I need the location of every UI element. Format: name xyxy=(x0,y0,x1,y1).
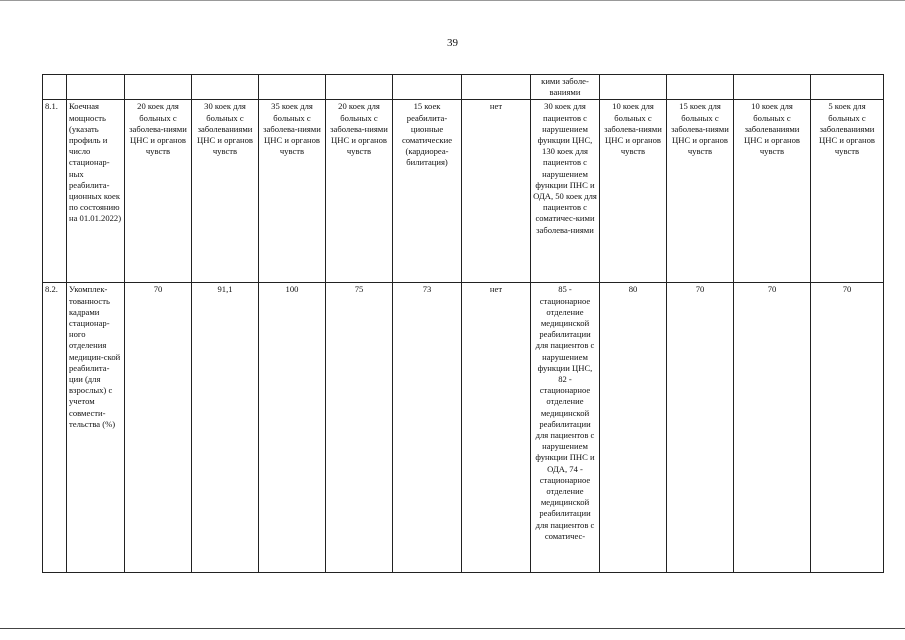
table-row xyxy=(43,75,884,100)
row-name: Коечная мощность (указать профиль и число стационар-ных реабилита-ционных коек по состоянию на 01.01.2022) xyxy=(67,100,125,283)
table-cell: нет xyxy=(462,100,531,283)
table-cell: нет xyxy=(462,283,531,573)
table-row xyxy=(43,100,884,283)
table-cell: 91,1 xyxy=(192,283,259,573)
table-cell xyxy=(393,75,462,100)
row-number xyxy=(43,75,67,100)
table-cell: 20 коек для больных с заболева-ниями ЦНС и органов чувств xyxy=(326,100,393,283)
table-cell: 73 xyxy=(393,283,462,573)
table-cell xyxy=(462,75,531,100)
table-cell xyxy=(259,75,326,100)
table-cell xyxy=(125,75,192,100)
row-name xyxy=(67,75,125,100)
table-cell: 15 коек для больных с заболева-ниями ЦНС и органов чувств xyxy=(667,100,734,283)
table-cell: 10 коек для больных с заболеваниями ЦНС и органов чувств xyxy=(734,100,811,283)
table-cell: кими заболе- ваниями xyxy=(531,75,600,100)
scan-top-edge xyxy=(0,0,905,1)
table-cell: 30 коек для пациентов с нарушением функции ЦНС, 130 коек для пациентов с нарушением функции ПНС и ОДА, 50 коек для пациентов с соматичес-кими заболева-ниями xyxy=(531,100,600,283)
table-cell: 10 коек для больных с заболева-ниями ЦНС и органов чувств xyxy=(600,100,667,283)
table-cell: 15 коек реабилита-ционные соматические (кардиореа-билитация) xyxy=(393,100,462,283)
row-number: 8.2. xyxy=(43,283,67,573)
table-cell: 70 xyxy=(125,283,192,573)
table-cell: 70 xyxy=(811,283,884,573)
table-cell xyxy=(600,75,667,100)
table-cell xyxy=(192,75,259,100)
table-cell: 80 xyxy=(600,283,667,573)
table-cell: 20 коек для больных с заболева-ниями ЦНС и органов чувств xyxy=(125,100,192,283)
table-cell: 5 коек для больных с заболеваниями ЦНС и органов чувств xyxy=(811,100,884,283)
scan-bottom-edge xyxy=(0,628,905,629)
table-cell: 30 коек для больных с заболеваниями ЦНС и органов чувств xyxy=(192,100,259,283)
table-cell: 70 xyxy=(667,283,734,573)
table-cell xyxy=(667,75,734,100)
page-number: 39 xyxy=(447,37,458,49)
table-cell: 85 - стационарное отделение медицинской реабилитации для пациентов с нарушением функции ЦНС, 82 - стационарное отделение медицинской реабилитации для пациентов с нарушением функции ПНС и ОДА, 74 - стационарное отделение медицинской реабилитации для пациентов с соматичес- xyxy=(531,283,600,573)
row-name: Укомплек-тованность кадрами стационар-ного отделения медицин-ской реабилита-ции (для взрослых) с учетом совмести-тельства (%) xyxy=(67,283,125,573)
table-cell: 70 xyxy=(734,283,811,573)
table-row xyxy=(43,283,884,573)
table-cell xyxy=(326,75,393,100)
table-cell xyxy=(811,75,884,100)
row-number: 8.1. xyxy=(43,100,67,283)
table-cell xyxy=(734,75,811,100)
data-table xyxy=(42,74,884,573)
table-cell: 75 xyxy=(326,283,393,573)
table-cell: 100 xyxy=(259,283,326,573)
table-cell: 35 коек для больных с заболева-ниями ЦНС и органов чувств xyxy=(259,100,326,283)
